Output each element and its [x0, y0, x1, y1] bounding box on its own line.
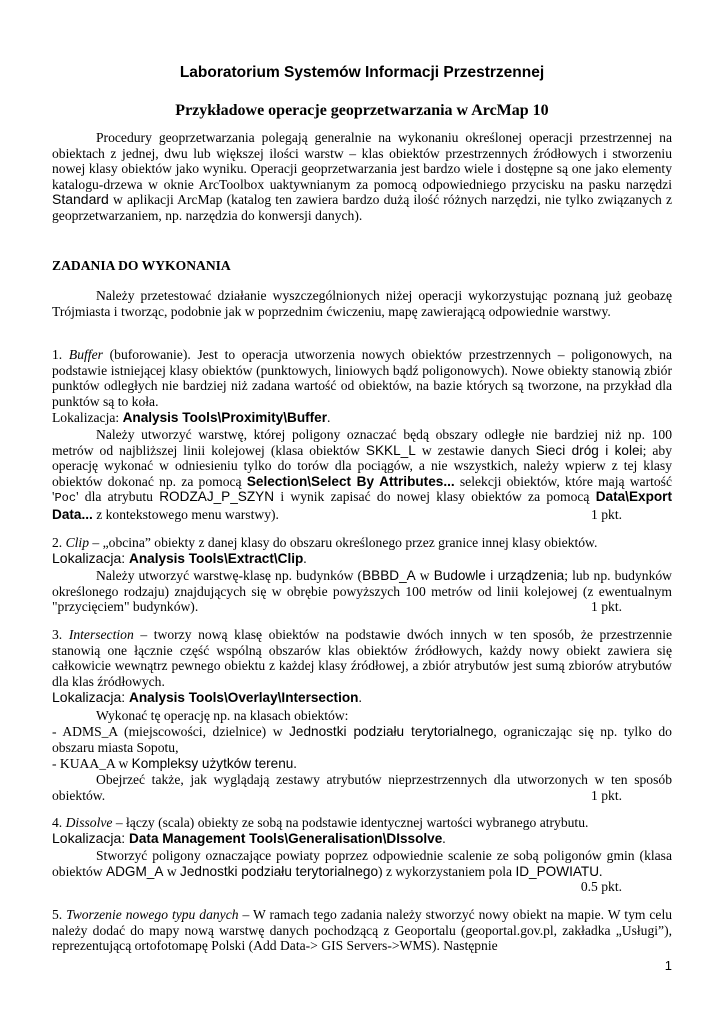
task-3-text: - ADMS_A (miejscowości, dzielnice) w	[52, 724, 290, 739]
task-2-text: ; lub np. budynków określonego rodzaju) znajdujących się w obrębie powyższych 100 metrów od linii kolejowej (z ewentualnym "przycięciem" budynków).	[52, 568, 672, 615]
intro-paragraph	[52, 130, 672, 224]
task-4-text: w	[163, 863, 181, 879]
intro-text-2: w aplikacji ArcMap (katalog ten zawiera bardzo dużą ilość różnych narzędzi, nie tylko związanych z geoprzetwarzaniem, np. narzędzia do konwersji danych).	[52, 192, 672, 223]
task-2-instructions	[52, 568, 672, 615]
task-1-desc: (buforowanie). Jest to operacja utworzenia nowych obiektów przestrzennych – poligonowych, na podstawie istniejącej klasy obiektów (punktowych, liniowych bądź poligonowych). Nowe obiekty stanowią zbiór punktów odległych nie bardziej niż zadana wartość od obiektów, na bazie których są tworzone, na przykład dla punktów są to koła.	[52, 347, 672, 409]
task-5-desc: – W ramach tego zadania należy stworzyć nowy obiekt na mapie. W tym celu należy dodać do mapy nową warstwę danych pochodzącą z Geoportalu (geoportal.gov.pl, zakładka „Usługi”), reprezentującą ortofotomapę Polski (Add Data-> GIS Servers->WMS). Następnie	[52, 907, 673, 954]
dataset-sieci: Sieci dróg i kolei	[535, 442, 643, 458]
task-4-tool-path: Data Management Tools\Generalisation\DIssolve	[129, 831, 443, 846]
location-label: Lokalizacja:	[52, 550, 130, 566]
task-5-number: 5.	[52, 907, 67, 922]
dataset-jednostki: Jednostki podziału terytorialnego	[289, 724, 494, 739]
task-4-text: Stworzyć poligony oznaczające powiaty poprzez odpowiednie scalenie ze sobą poligonów gmin (klasa obiektów	[52, 848, 672, 879]
task-1-text: Należy utworzyć warstwę, której poligony oznaczać będą obszary odległe nie bardziej niż np. 100 metrów od najbliższej linii kolejowej (klasa obiektów	[52, 427, 672, 458]
task-2-name: Clip	[65, 535, 90, 550]
task-4-points: 0.5 pkt.	[580, 879, 622, 895]
location-label: Lokalizacja:	[52, 830, 130, 846]
task-3-number: 3.	[52, 627, 69, 642]
value-poc: Poc	[54, 491, 77, 506]
task-2-text: Należy utworzyć warstwę-klasę np. budynków (	[96, 568, 363, 583]
dataset-kompleksy: Kompleksy użytków terenu	[131, 756, 294, 771]
task-1-text: selekcji obiektów, które mają wartość '	[52, 473, 672, 505]
task-1-points: 1 pkt.	[591, 506, 622, 522]
task-1-number: 1.	[52, 347, 69, 362]
document-subtitle: Przykładowe operacje geoprzetwarzania w ArcMap 10	[175, 102, 549, 119]
task-1-name: Buffer	[68, 347, 103, 362]
task-2-tool-path: Analysis Tools\Extract\Clip	[129, 551, 304, 566]
task-1-tool-path: Analysis Tools\Proximity\Buffer	[122, 410, 328, 425]
task-4-number: 4.	[52, 815, 66, 830]
task-3-text: - KUAA_A w	[52, 756, 132, 771]
task-1-instructions	[52, 427, 672, 523]
task-1-description	[52, 347, 672, 409]
task-3-location: Lokalizacja: Analysis Tools\Overlay\Intersection.	[52, 689, 362, 705]
dataset-jednostki: Jednostki podziału terytorialnego	[180, 863, 379, 879]
tasks-heading: ZADANIA DO WYKONANIA	[52, 258, 231, 273]
task-3-name: Intersection	[68, 627, 134, 642]
menu-select-by-attributes: Selection\Select By Attributes...	[246, 473, 455, 489]
task-1-text: i wynik zapisać do nowej klasy obiektów za pomocą	[274, 489, 596, 505]
task-1-text: z kontekstowego menu warstwy).	[92, 506, 279, 522]
task-3-description	[52, 627, 672, 689]
task-3-text: Obejrzeć także, jak wyglądają zestawy atrybutów nieprzestrzennych dla utworzonych w ten sposób obiektów.	[52, 772, 672, 803]
task-2-description	[52, 535, 672, 551]
class-skkl-l: SKKL_L	[365, 442, 416, 458]
task-1-text: w zestawie danych	[415, 442, 536, 458]
field-rodzaj-p-szyn: RODZAJ_P_SZYN	[159, 489, 275, 505]
class-adgm-a: ADGM_A	[106, 863, 164, 879]
task-3-instructions: Wykonać tę operację np. na klasach obiektów:	[96, 708, 349, 723]
tasks-intro: Należy przetestować działanie wyszczególnionych niżej operacji wykorzystując poznaną już geobazę Trójmiasta i tworząc, podobnie jak w poprzednim ćwiczeniu, mapę zawierającą odpowiednie warstwy.	[52, 288, 672, 319]
task-4-text: ) z wykorzystaniem pola	[378, 863, 516, 879]
document-title: Laboratorium Systemów Informacji Przestrzennej	[179, 64, 545, 81]
task-2-location: Lokalizacja: Analysis Tools\Extract\Clip.	[52, 550, 307, 566]
task-3-text: , ograniczając się np. tylko do obszaru miasta Sopotu,	[52, 724, 672, 755]
task-4-text: .	[599, 863, 603, 879]
task-4-instructions	[52, 848, 672, 895]
intro-text-1: Procedury geoprzetwarzania polegają generalnie na wykonaniu określonej operacji przestrzennej na obiektach z jednej, dwu lub większej ilości warstw – klas obiektów przestrzennych źródłowych i stworzeniu nowej klasy obiektów jako wyniku. Operacji geoprzetwarzania jest bardzo wiele i dostępne są one jako elementy katalogu-drzewa w oknie ArcToolbox uaktywnianym za pomocą odpowiedniego przycisku na pasku narzędzi	[52, 130, 672, 192]
field-id-powiatu: ID_POWIATU	[515, 863, 600, 879]
task-3-tool-path: Analysis Tools\Overlay\Intersection	[129, 690, 359, 705]
dataset-budowle: Budowle i urządzenia	[433, 568, 565, 583]
task-2-text: w	[415, 568, 434, 583]
task-3-text: .	[293, 756, 297, 771]
task-3-notes	[52, 772, 672, 803]
task-3-desc: – tworzy nową klasę obiektów na podstawie dwóch innych w ten sposób, że przestrzennie stanowią one łącznie część wspólną obszarów klas obiektów źródłowych, każdy nowy obiekt zawiera się całkowicie wewnątrz pewnego obiektu z każdej klasy źródłowej, a zbiór atrybutów jest sumą zbiorów atrybutów dla klas źródłowych.	[52, 627, 672, 689]
page-number: 1	[664, 958, 672, 973]
task-2-number: 2.	[52, 535, 66, 550]
task-3-list-item-2	[52, 756, 672, 772]
task-1-location: Lokalizacja: Analysis Tools\Proximity\Buffer.	[52, 410, 331, 425]
task-1-text: ' dla atrybutu	[76, 489, 160, 505]
task-2-desc: – „obcina” obiekty z danej klasy do obszaru określonego przez granice innej klasy obiektów.	[89, 535, 598, 550]
standard-toolbar-label: Standard	[52, 191, 109, 208]
location-label: Lokalizacja:	[52, 410, 123, 425]
task-2-points: 1 pkt.	[591, 599, 622, 615]
task-3-points: 1 pkt.	[591, 787, 622, 803]
class-bbbd-a: BBBD_A	[362, 568, 416, 583]
task-4-desc: – łączy (scala) obiekty ze sobą na podstawie identycznej wartości wybranego atrybutu.	[112, 815, 589, 830]
task-1-text: ; aby operację wykonać w odniesieniu tylko do torów dla pociągów, a nie wszystkich, należy wpierw z tej klasy obiektów dokonać np. za pomocą	[52, 442, 673, 489]
task-5-description	[52, 907, 672, 954]
task-4-name: Dissolve	[65, 815, 113, 830]
task-3-list-item-1	[52, 724, 672, 755]
menu-export-data: Data\Export Data...	[52, 489, 672, 522]
task-5-name: Tworzenie nowego typu danych	[66, 907, 239, 922]
task-4-description	[52, 815, 672, 831]
task-4-location: Lokalizacja: Data Management Tools\Generalisation\DIssolve.	[52, 830, 446, 846]
location-label: Lokalizacja:	[52, 689, 130, 705]
